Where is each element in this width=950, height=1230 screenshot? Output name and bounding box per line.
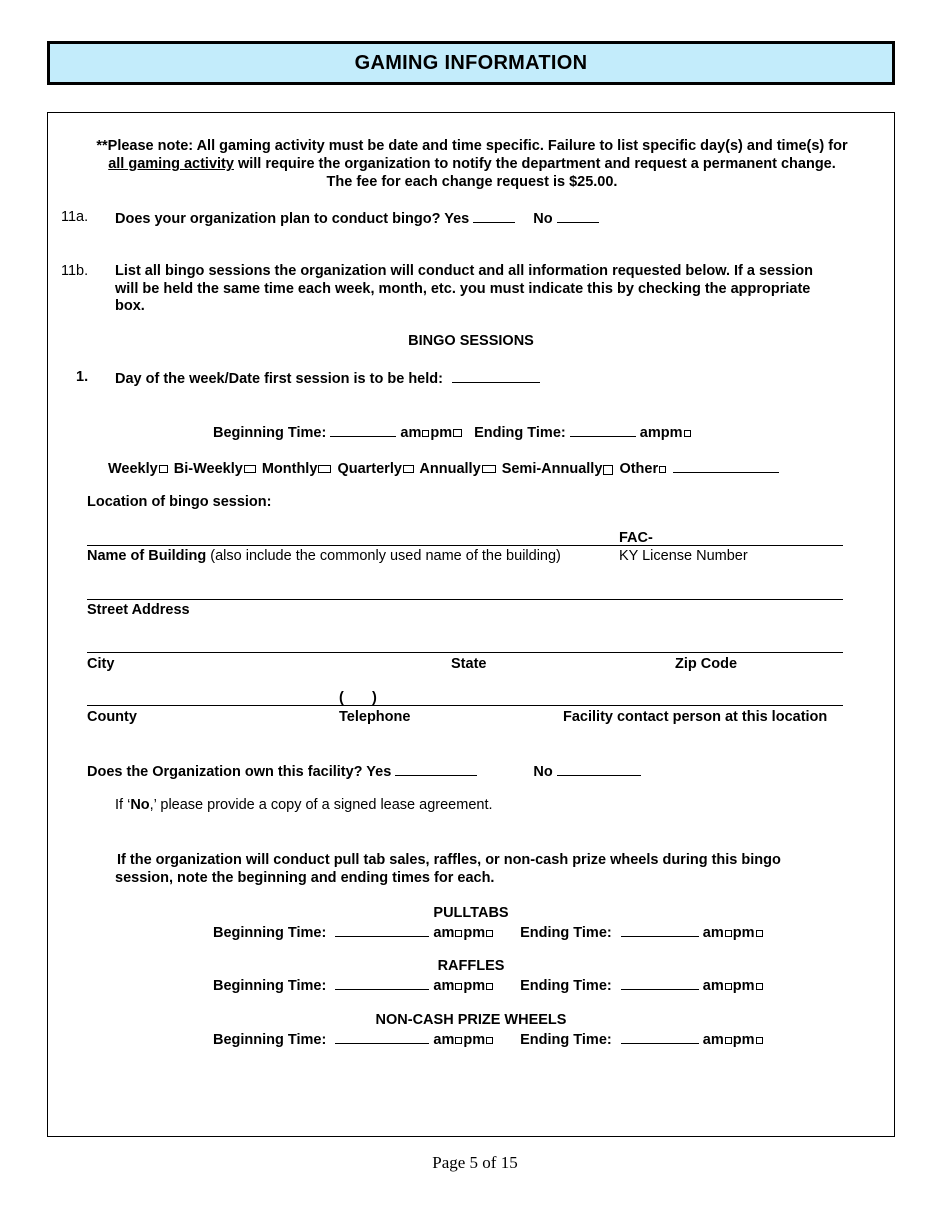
- raffles-begin-field[interactable]: [335, 976, 429, 990]
- pulltab-line-2: session, note the beginning and ending times for each.: [115, 870, 495, 886]
- other-checkbox[interactable]: [659, 466, 666, 473]
- am-label: am: [702, 1032, 724, 1048]
- q11a-yes-field[interactable]: [473, 209, 515, 223]
- raffles-time-row: [213, 976, 764, 994]
- freq-weekly: Weekly: [108, 461, 158, 477]
- pulltabs-time-row: [213, 923, 764, 941]
- building-line[interactable]: [87, 545, 843, 546]
- pm-label: pm: [732, 978, 755, 994]
- end-time-field[interactable]: [570, 423, 636, 437]
- day-field[interactable]: [452, 369, 540, 383]
- quarterly-checkbox[interactable]: [403, 465, 414, 473]
- q11b-line-3: box.: [115, 298, 145, 314]
- freq-annually: Annually: [419, 461, 481, 477]
- other-field[interactable]: [673, 459, 779, 473]
- note-line-2: [52, 155, 892, 173]
- pm-label: pm: [463, 925, 486, 941]
- wheels-begin-field[interactable]: [335, 1030, 429, 1044]
- freq-quarterly: Quarterly: [337, 461, 402, 477]
- am-label: am: [400, 425, 422, 441]
- fac-prefix: FAC-: [619, 530, 653, 546]
- begin-time-label: Beginning Time:: [213, 425, 327, 441]
- county-line[interactable]: [87, 705, 843, 706]
- pm-label: pm: [430, 425, 453, 441]
- pm-label: pm: [732, 1032, 755, 1048]
- frequency-row: [108, 459, 779, 477]
- county-label: County: [87, 709, 137, 725]
- wheels-heading: NON-CASH PRIZE WHEELS: [375, 1012, 567, 1028]
- pm-label: pm: [463, 1032, 486, 1048]
- q11a-number: 11a.: [61, 209, 89, 225]
- q11b-line-1: List all bingo sessions the organization will conduct and all information requested below. If a session: [115, 263, 813, 279]
- city-label: City: [87, 656, 115, 672]
- monthly-checkbox[interactable]: [318, 465, 331, 473]
- end-time-label: Ending Time:: [520, 1032, 612, 1048]
- am-checkbox[interactable]: [725, 1037, 732, 1044]
- session-number: 1.: [76, 369, 89, 385]
- lease-prefix: If ‘: [115, 797, 131, 813]
- pulltabs-begin-field[interactable]: [335, 923, 429, 937]
- own-no-label: No: [533, 764, 553, 780]
- begin-time-label: Beginning Time:: [213, 1032, 327, 1048]
- note-line-1: **Please note: All gaming activity must be date and time specific. Failure to list specific day(s) and time(s) for: [96, 138, 848, 154]
- q11a-text: Does your organization plan to conduct bingo? Yes: [115, 211, 470, 227]
- area-code: ( ): [339, 690, 377, 706]
- freq-semiannually: Semi-Annually: [501, 461, 603, 477]
- q11b-number: 11b.: [61, 263, 89, 279]
- biweekly-checkbox[interactable]: [244, 465, 256, 473]
- own-no-field[interactable]: [557, 762, 641, 776]
- section-title: GAMING INFORMATION: [354, 51, 588, 74]
- am-label: am: [702, 925, 724, 941]
- annually-checkbox[interactable]: [482, 465, 496, 473]
- am-label: am: [433, 925, 455, 941]
- am-label: am: [702, 978, 724, 994]
- pm-checkbox[interactable]: [486, 1037, 493, 1044]
- end-time-label: Ending Time:: [520, 978, 612, 994]
- lease-note: [115, 797, 493, 813]
- note-line-3: The fee for each change request is $25.00.: [326, 174, 618, 190]
- pm-checkbox[interactable]: [486, 983, 493, 990]
- weekly-checkbox[interactable]: [159, 465, 168, 473]
- begin-time-label: Beginning Time:: [213, 925, 327, 941]
- wheels-end-field[interactable]: [621, 1030, 699, 1044]
- section-header: [47, 41, 895, 85]
- city-line[interactable]: [87, 652, 843, 653]
- begin-time-label: Beginning Time:: [213, 978, 327, 994]
- telephone-label: Telephone: [339, 709, 411, 725]
- end-time-label: Ending Time:: [520, 925, 612, 941]
- am-checkbox[interactable]: [455, 1037, 462, 1044]
- pm-label: pm: [660, 425, 683, 441]
- am-checkbox[interactable]: [455, 983, 462, 990]
- am-checkbox[interactable]: [725, 930, 732, 937]
- pm-checkbox[interactable]: [453, 429, 462, 437]
- q11a-question: [115, 209, 599, 227]
- pm-checkbox[interactable]: [756, 930, 763, 937]
- am-label: am: [639, 425, 661, 441]
- pulltabs-heading: PULLTABS: [433, 905, 509, 921]
- street-label: Street Address: [87, 602, 190, 618]
- raffles-heading: RAFFLES: [437, 958, 505, 974]
- q11a-no-field[interactable]: [557, 209, 599, 223]
- lease-rest: ,’ please provide a copy of a signed lease agreement.: [149, 797, 493, 813]
- semiannually-checkbox[interactable]: [603, 465, 613, 475]
- freq-monthly: Monthly: [261, 461, 318, 477]
- own-yes-field[interactable]: [395, 762, 477, 776]
- wheels-time-row: [213, 1030, 764, 1048]
- pulltabs-end-field[interactable]: [621, 923, 699, 937]
- freq-other: Other: [619, 461, 659, 477]
- pulltab-paragraph: [115, 851, 875, 887]
- page-number: Page 5 of 15: [432, 1153, 518, 1172]
- pm-checkbox[interactable]: [756, 983, 763, 990]
- contact-label: Facility contact person at this location: [563, 709, 828, 725]
- am-checkbox[interactable]: [455, 930, 462, 937]
- lease-no: No: [130, 797, 150, 813]
- pm-label: pm: [732, 925, 755, 941]
- building-label-rest: (also include the commonly used name of the building): [206, 548, 561, 564]
- zip-label: Zip Code: [675, 656, 738, 672]
- q11a-no-label: No: [533, 211, 553, 227]
- raffles-end-field[interactable]: [621, 976, 699, 990]
- pm-checkbox[interactable]: [486, 930, 493, 937]
- am-label: am: [433, 978, 455, 994]
- bingo-sessions-heading: BINGO SESSIONS: [408, 333, 534, 349]
- q11b-line-2: will be held the same time each week, month, etc. you must indicate this by checking the appropriate: [115, 280, 811, 297]
- pm-label: pm: [463, 978, 486, 994]
- q11b-text: [115, 263, 885, 316]
- own-row: [87, 762, 641, 780]
- am-checkbox[interactable]: [422, 430, 429, 437]
- note-line-2-rest: will require the organization to notify the department and request a permanent change.: [233, 156, 836, 172]
- building-label-bold: Name of Building: [87, 548, 207, 564]
- pulltab-line-1: If the organization will conduct pull tab sales, raffles, or non-cash prize wheels during this bingo: [117, 852, 781, 868]
- day-row: [115, 369, 540, 387]
- note-block: [52, 137, 892, 191]
- begin-time-field[interactable]: [330, 423, 396, 437]
- am-label: am: [433, 1032, 455, 1048]
- pm-checkbox[interactable]: [684, 430, 691, 437]
- own-question: Does the Organization own this facility? Yes: [87, 764, 392, 780]
- license-label: KY License Number: [619, 548, 748, 564]
- note-underlined: all gaming activity: [108, 156, 234, 172]
- building-label: [87, 548, 561, 564]
- am-checkbox[interactable]: [725, 983, 732, 990]
- location-label: Location of bingo session:: [87, 494, 272, 510]
- state-label: State: [451, 656, 487, 672]
- session-time-row: [213, 423, 692, 441]
- end-time-label: Ending Time:: [474, 425, 566, 441]
- freq-biweekly: Bi-Weekly: [173, 461, 243, 477]
- day-label: Day of the week/Date first session is to be held:: [115, 371, 443, 387]
- street-line[interactable]: [87, 599, 843, 600]
- pm-checkbox[interactable]: [756, 1037, 763, 1044]
